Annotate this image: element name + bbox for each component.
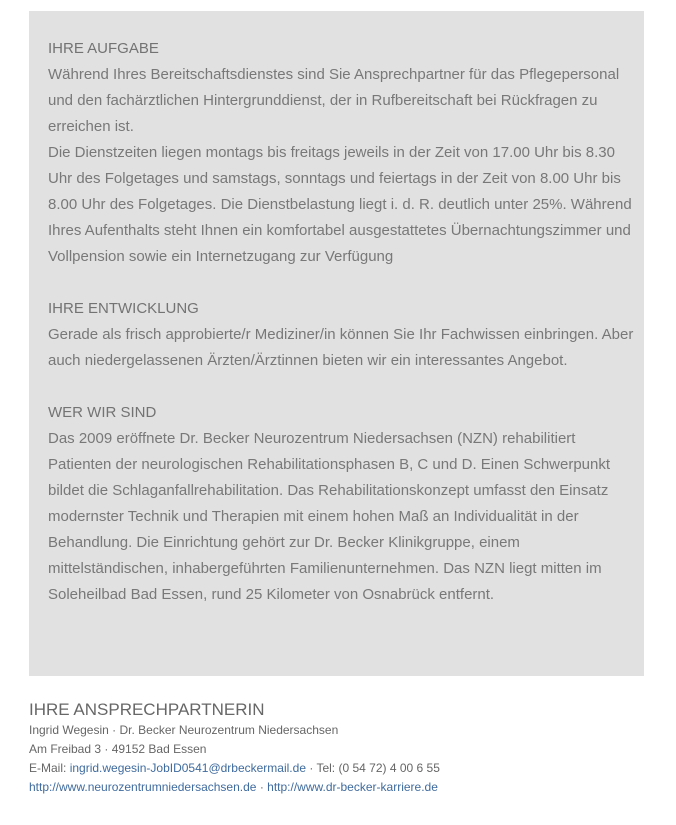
phone-text: · Tel: (0 54 72) 4 00 6 55 [309, 761, 440, 775]
website-link-nzn[interactable]: http://www.neurozentrumniedersachsen.de [29, 780, 257, 794]
contact-heading: IHRE ANSPRECHPARTNERIN [29, 700, 265, 719]
section-heading: IHRE ENTWICKLUNG [48, 300, 199, 317]
email-link[interactable]: ingrid.wegesin-JobID0541@drbeckermail.de [69, 761, 306, 775]
job-description-panel [29, 11, 644, 676]
contact-block [29, 699, 649, 797]
website-link-karriere[interactable]: http://www.dr-becker-karriere.de [267, 780, 438, 794]
section-paragraph: Gerade als frisch approbierte/r Mediziner/in können Sie Ihr Fachwissen einbringen. Aber auch niedergelassenen Ärzten/Ärztinnen bieten wir ein interessantes Angebot. [48, 326, 634, 369]
section-aufgabe [48, 36, 644, 270]
contact-name-line: Ingrid Wegesin · Dr. Becker Neurozentrum Niedersachsen [29, 723, 339, 737]
section-heading: IHRE AUFGABE [48, 40, 159, 57]
email-label: E-Mail: [29, 761, 67, 775]
section-entwicklung [48, 296, 644, 374]
contact-address-line: Am Freibad 3 · 49152 Bad Essen [29, 742, 207, 756]
link-separator: · [259, 780, 264, 794]
section-paragraph: Während Ihres Bereitschaftsdienstes sind Sie Ansprechpartner für das Pflegepersonal und den fachärztlichen Hintergrunddienst, der in Rufbereitschaft bei Rückfragen zu erreichen ist. [48, 66, 620, 135]
section-heading: WER WIR SIND [48, 404, 157, 421]
section-wer-wir-sind [48, 400, 644, 608]
section-paragraph: Das 2009 eröffnete Dr. Becker Neurozentrum Niedersachsen (NZN) rehabilitiert Patienten der neurologischen Rehabilitationsphasen B, C und D. Einen Schwerpunkt bildet die Schlaganfallrehabilitation. Das Rehabilitationskonzept umfasst den Einsatz modernster Technik und Therapien mit einem hohen Maß an Individualität in der Behandlung. Die Einrichtung gehört zur Dr. Becker Klinikgruppe, einem mittelständischen, inhabergeführten Familienunternehmen. Das NZN liegt mitten im Soleheilbad Bad Essen, rund 25 Kilometer von Osnabrück entfernt. [48, 430, 611, 603]
contact-email-line [29, 759, 649, 778]
contact-web-line [29, 778, 649, 797]
section-paragraph: Die Dienstzeiten liegen montags bis freitags jeweils in der Zeit von 17.00 Uhr bis 8.30 Uhr des Folgetages und samstags, sonntags und feiertags in der Zeit von 8.00 Uhr bis 8.00 Uhr des Folgetages. Die Dienstbelastung liegt i. d. R. deutlich unter 25%. Während Ihres Aufenthalts steht Ihnen ein komfortabel ausgestattetes Übernachtungszimmer und Vollpension sowie ein Internetzugang zur Verfügung [48, 144, 632, 265]
